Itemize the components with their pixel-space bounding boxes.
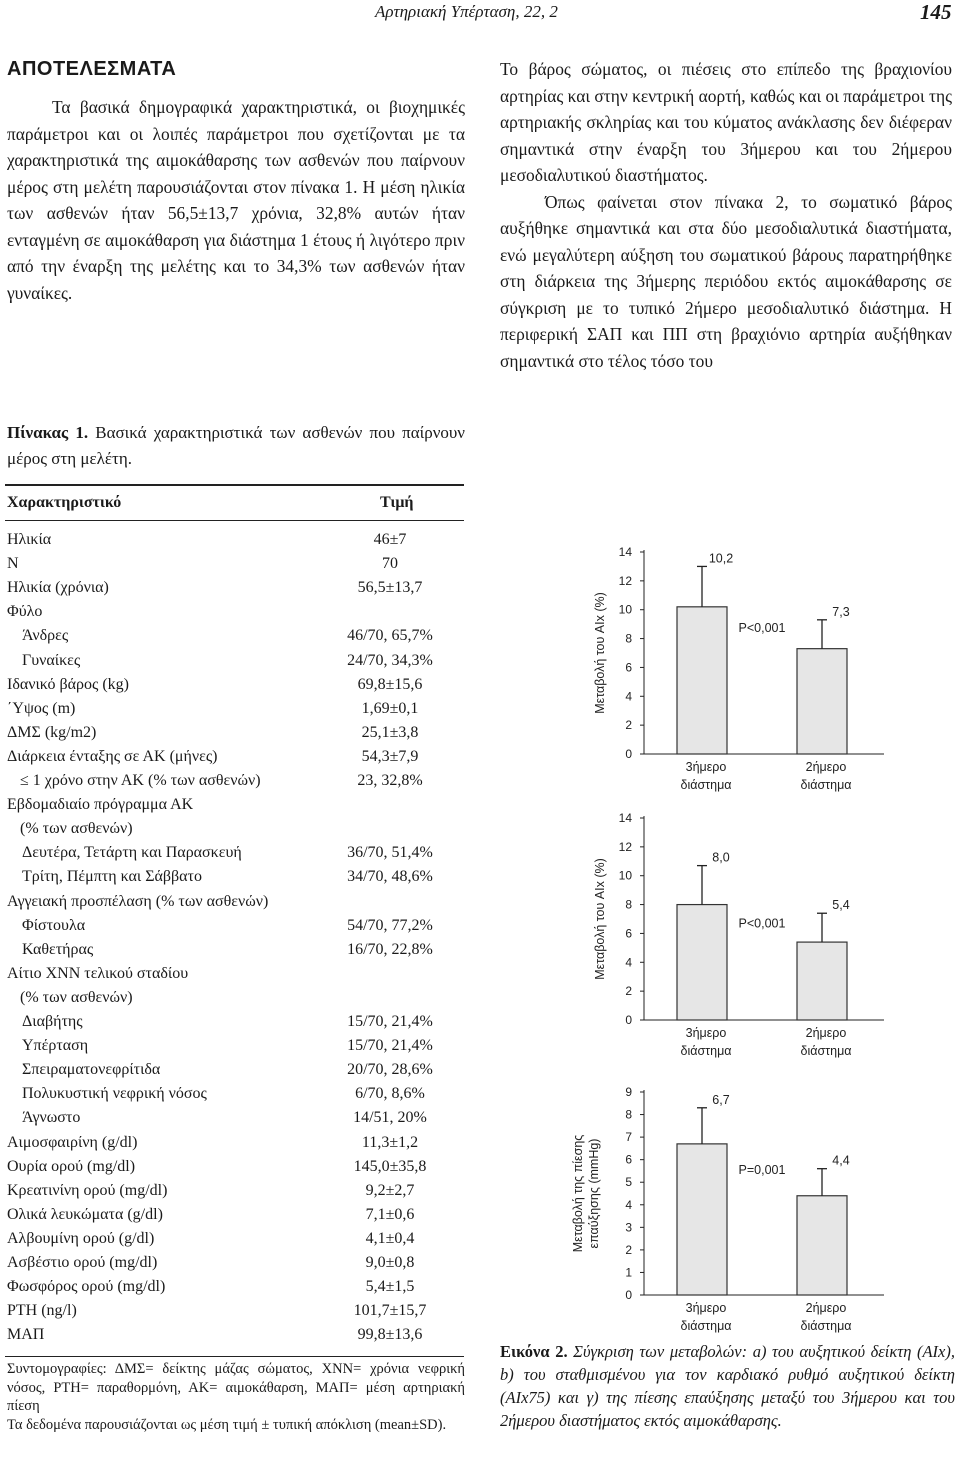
y-tick-label: 7 bbox=[625, 1130, 632, 1145]
y-tick-label: 2 bbox=[625, 984, 632, 999]
footnote-data: Τα δεδομένα παρουσιάζονται ως μέση τιμή ± τυπική απόκλιση (mean±SD). bbox=[7, 1416, 447, 1433]
table-cell-value: 23, 32,8% bbox=[357, 772, 423, 789]
table-row bbox=[0, 793, 465, 817]
table-cell-value: 15/70, 21,4% bbox=[347, 1037, 433, 1055]
table-body bbox=[0, 528, 465, 1348]
table-row bbox=[0, 1275, 465, 1299]
y-tick-label: 5 bbox=[625, 1175, 632, 1190]
y-tick-label: 8 bbox=[625, 1107, 632, 1122]
results-paragraph-right bbox=[500, 56, 952, 374]
x-tick-label: 2ήμερο bbox=[805, 1026, 847, 1040]
table-row bbox=[0, 1179, 465, 1203]
table-caption bbox=[7, 420, 465, 472]
x-tick-label: διάστημα bbox=[680, 778, 732, 792]
x-tick-label: διάστημα bbox=[800, 1044, 852, 1058]
table-cell-value: 54,3±7,9 bbox=[361, 747, 419, 765]
table-header-value: Τιμή bbox=[380, 494, 414, 511]
paragraph: Τα βασικά δημογραφικά χαρακτηριστικά, οι βιοχημικές παράμετροι και οι λοιπές παράμετροι που σχετίζονται με τα χαρακτηριστικά της αιμοκάθαρσης των ασθενών που παίρνουν μέρος στη μελέτη παρουσιάζονται στον πίνακα 1. Η μέση ηλικία των ασθενών ήταν 56,5±13,7 χρόνια, 32,8% αυτών ήταν ενταγμένη σε αιμοκάθαρση για διάστημα 1 έτους ή λιγότερο πριν από την έναρξη της μελέτης και το 34,3% των ασθενών ήταν γυναίκες. bbox=[7, 97, 465, 303]
data-label: 4,4 bbox=[832, 1153, 850, 1168]
table-cell-label: Άγνωστο bbox=[22, 1109, 81, 1127]
y-tick-label: 6 bbox=[625, 1152, 632, 1167]
table-cell-value: 25,1±3,8 bbox=[361, 723, 419, 741]
paragraph: Το βάρος σώματος, οι πιέσεις στο επίπεδο της βραχιονίου αρτηρίας και στην κεντρική αορτή, καθώς και οι παράμετροι της αρτηριακής σκληρίας και του κύματος ανάκλασης δεν διέφεραν σημαντικά στην έναρξη του 3ήμερου και του 2ήμερου μεσοδιαλυτικού διαστήματος. bbox=[500, 59, 952, 185]
table-cell-label: Φωσφόρος ορού (mg/dl) bbox=[7, 1278, 166, 1296]
table-cell-value: 34/70, 48,6% bbox=[347, 868, 433, 886]
footnote-abbreviations: Συντομογραφίες: ΔΜΣ= δείκτης μάζας σώματος, ΧΝΝ= χρόνια νεφρική νόσος, PTH= παραθορμόνη, ΑΚ= αιμοκάθαρση, ΜΑΠ= μέση αρτηριακή πίεση bbox=[7, 1361, 465, 1414]
bar bbox=[677, 905, 727, 1020]
results-paragraph-left bbox=[7, 94, 465, 306]
table-row bbox=[0, 962, 465, 986]
table-cell-label: Αιμοσφαιρίνη (g/dl) bbox=[7, 1133, 138, 1151]
p-value-label: P<0,001 bbox=[738, 916, 786, 931]
paragraph: Όπως φαίνεται στον πίνακα 2, το σωματικό βάρος αυξήθηκε σημαντικά και στα δύο μεσοδιαλυτικά διαστήματα, ενώ μεγαλύτερη αύξηση του σωματικού βάρους παρατηρήθηκε στη διάρκεια της 3ήμερης περιόδου εκτός αιμοκάθαρσης σε σύγκριση με το τυπικό 2ήμερο μεσοδιαλυτικό διάστημα. Η περιφερική ΣΑΠ και ΠΠ στη βραχιόνιο αρτηρία αυξήθηκαν σημαντικά στο τέλος τόσο του bbox=[500, 191, 952, 371]
table-cell-label: Δευτέρα, Τετάρτη και Παρασκευή bbox=[22, 844, 242, 862]
table-row bbox=[0, 1131, 465, 1155]
table-cell-label: Φίστουλα bbox=[22, 916, 86, 934]
table-cell-value: 7,1±0,6 bbox=[365, 1205, 415, 1223]
y-tick-label: 0 bbox=[625, 1288, 632, 1302]
table-cell-label: ΜΑΠ bbox=[7, 1326, 45, 1344]
table-cell-label: Διαβήτης bbox=[22, 1013, 83, 1030]
table-cell-value: 56,5±13,7 bbox=[357, 579, 423, 597]
table-cell-label: Ηλικία bbox=[7, 531, 52, 548]
table-cell-value: 99,8±13,6 bbox=[357, 1326, 423, 1344]
table-row bbox=[0, 697, 465, 721]
section-title: ΑΠΟΤΕΛΕΣΜΑΤΑ bbox=[7, 58, 177, 80]
table-cell-label: ≤ 1 χρόνο στην ΑΚ (% των ασθενών) bbox=[20, 772, 261, 789]
table-cell-label: ΔΜΣ (kg/m2) bbox=[7, 723, 97, 741]
table-cell-value: 101,7±15,7 bbox=[353, 1302, 427, 1320]
table-cell-label: PTH (ng/l) bbox=[7, 1302, 77, 1320]
table-cell-value: 36/70, 51,4% bbox=[347, 844, 433, 862]
table-cell-value: 4,1±0,4 bbox=[365, 1229, 415, 1247]
table-row bbox=[0, 1082, 465, 1106]
y-axis-label: Μεταβολή του AIx (%) bbox=[593, 592, 607, 714]
table-cell-label: (% των ασθενών) bbox=[20, 820, 133, 838]
bar bbox=[677, 607, 727, 754]
table-row bbox=[0, 528, 465, 552]
x-tick-label: διάστημα bbox=[680, 1319, 732, 1333]
y-tick-label: 4 bbox=[625, 689, 632, 704]
table-row bbox=[0, 673, 465, 697]
table-row bbox=[0, 745, 465, 769]
table-cell-value: 14/51, 20% bbox=[353, 1109, 427, 1127]
table-cell-label: Αίτιο ΧΝΝ τελικού σταδίου bbox=[7, 964, 189, 982]
y-tick-label: 12 bbox=[618, 573, 632, 588]
table-cell-value: 9,0±0,8 bbox=[365, 1254, 415, 1271]
table-cell-label: Κρεατινίνη ορού (mg/dl) bbox=[7, 1181, 168, 1199]
table-row bbox=[0, 1299, 465, 1323]
table-cell-label: Τρίτη, Πέμπτη και Σάββατο bbox=[22, 868, 202, 886]
table-cell-label: Ιδανικό βάρος (kg) bbox=[7, 675, 129, 693]
y-tick-label: 2 bbox=[625, 1242, 632, 1257]
table-row bbox=[0, 624, 465, 648]
y-tick-label: 4 bbox=[625, 1197, 632, 1212]
x-tick-label: 2ήμερο bbox=[805, 760, 847, 774]
p-value-label: P=0,001 bbox=[738, 1162, 786, 1177]
table-cell-label: Ουρία ορού (mg/dl) bbox=[7, 1157, 136, 1175]
y-tick-label: 0 bbox=[625, 747, 632, 761]
table-row bbox=[0, 576, 465, 600]
data-label: 10,2 bbox=[708, 551, 734, 566]
table-row bbox=[0, 938, 465, 962]
journal-header: Αρτηριακή Υπέρταση, 22, 2 bbox=[375, 2, 558, 21]
table-cell-label: Αλβουμίνη ορού (g/dl) bbox=[7, 1229, 155, 1247]
page-number: 145 bbox=[920, 0, 952, 24]
table-row bbox=[0, 986, 465, 1010]
y-tick-label: 6 bbox=[625, 926, 632, 941]
table-cell-value: 1,69±0,1 bbox=[361, 699, 419, 717]
y-tick-label: 6 bbox=[625, 660, 632, 675]
x-tick-label: διάστημα bbox=[800, 1319, 852, 1333]
table-row bbox=[0, 1323, 465, 1347]
table-cell-value: 11,3±1,2 bbox=[361, 1133, 419, 1151]
y-tick-label: 8 bbox=[625, 897, 632, 912]
table-cell-value: 20/70, 28,6% bbox=[347, 1061, 433, 1079]
table-row bbox=[0, 1034, 465, 1058]
x-tick-label: διάστημα bbox=[680, 1044, 732, 1058]
y-tick-label: 3 bbox=[625, 1220, 632, 1235]
table-row bbox=[0, 552, 465, 576]
x-tick-label: 2ήμερο bbox=[805, 1301, 847, 1315]
table-row bbox=[0, 1155, 465, 1179]
y-tick-label: 12 bbox=[618, 839, 632, 854]
y-tick-label: 9 bbox=[625, 1085, 632, 1099]
data-label: 5,4 bbox=[832, 898, 850, 913]
p-value-label: P<0,001 bbox=[738, 620, 786, 635]
table-cell-label: N bbox=[7, 555, 19, 573]
bar bbox=[797, 942, 847, 1020]
table-cell-value: 15/70, 21,4% bbox=[347, 1013, 433, 1030]
y-tick-label: 4 bbox=[625, 955, 632, 970]
table-bottom-rule bbox=[5, 1356, 464, 1357]
table-row bbox=[0, 600, 465, 624]
bar bbox=[677, 1144, 727, 1295]
table-cell-label: Γυναίκες bbox=[22, 651, 81, 669]
table-cell-label: (% των ασθενών) bbox=[20, 988, 133, 1006]
table-row bbox=[0, 841, 465, 865]
table-cell-value: 46±7 bbox=[373, 531, 407, 548]
figure-caption bbox=[500, 1340, 955, 1432]
table-cell-label: Αγγειακή προσπέλαση (% των ασθενών) bbox=[7, 892, 269, 910]
figure-caption-text: Σύγκριση των μεταβολών: a) του αυξητικού δείκτη (AIx), b) του σταθμισμένου για τον καρδιακό ρυθμό αυξητικού δείκτη (AIx75) και γ) της πίεσης επαύξησης μεταξύ του 3ήμερου και του 2ήμερου διαστήματος εκτός αιμοκάθαρσης. bbox=[500, 1342, 955, 1430]
table-cell-label: Φύλο bbox=[7, 603, 43, 621]
table-row bbox=[0, 890, 465, 914]
x-tick-label: 3ήμερο bbox=[685, 760, 727, 774]
figure-2-charts bbox=[560, 530, 960, 1340]
figure-caption-label: Εικόνα 2. bbox=[500, 1342, 568, 1361]
y-tick-label: 10 bbox=[618, 602, 632, 617]
bar bbox=[797, 1196, 847, 1295]
y-tick-label: 14 bbox=[618, 811, 632, 825]
table-cell-value: 70 bbox=[382, 555, 398, 573]
table-cell-label: Διάρκεια ένταξης σε ΑΚ (μήνες) bbox=[7, 747, 218, 765]
table-row bbox=[0, 721, 465, 745]
bar bbox=[797, 649, 847, 754]
data-label: 6,7 bbox=[712, 1092, 730, 1107]
table-caption-text: Βασικά χαρακτηριστικά των ασθενών που παίρνουν μέρος στη μελέτη. bbox=[7, 423, 465, 468]
table-cell-label: Πολυκυστική νεφρική νόσος bbox=[22, 1085, 207, 1103]
table-cell-value: 5,4±1,5 bbox=[365, 1278, 415, 1296]
table-row bbox=[0, 865, 465, 889]
y-axis-label: Μεταβολή του AIx (%) bbox=[593, 858, 607, 980]
y-tick-label: 10 bbox=[618, 868, 632, 883]
table-row bbox=[0, 769, 465, 793]
table-header-rule bbox=[5, 520, 464, 521]
y-axis-label: επαύξησης (mmHg) bbox=[587, 1138, 601, 1249]
table-footnote bbox=[7, 1360, 465, 1434]
y-tick-label: 1 bbox=[625, 1265, 632, 1280]
table-row bbox=[0, 649, 465, 673]
table-cell-value: 6/70, 8,6% bbox=[355, 1085, 425, 1103]
table-cell-label: Σπειραματονεφρίτιδα bbox=[22, 1061, 161, 1079]
table-cell-label: Ηλικία (χρόνια) bbox=[7, 579, 109, 597]
y-tick-label: 14 bbox=[618, 545, 632, 559]
table-cell-value: 24/70, 34,3% bbox=[347, 651, 433, 669]
table-cell-value: 9,2±2,7 bbox=[365, 1181, 415, 1199]
table-caption-label: Πίνακας 1. bbox=[7, 423, 89, 442]
x-tick-label: 3ήμερο bbox=[685, 1026, 727, 1040]
table-cell-label: Εβδομαδιαίο πρόγραμμα ΑΚ bbox=[7, 796, 194, 814]
table-row bbox=[0, 1227, 465, 1251]
table-cell-label: Ασβέστιο ορού (mg/dl) bbox=[7, 1254, 158, 1271]
table-row bbox=[0, 1058, 465, 1082]
y-axis-label: Μεταβολή της πίεσης bbox=[571, 1134, 585, 1253]
table-row bbox=[0, 817, 465, 841]
table-cell-label: ΄Υψος (m) bbox=[7, 699, 76, 717]
table-row bbox=[0, 1203, 465, 1227]
data-label: 7,3 bbox=[832, 604, 850, 619]
y-tick-label: 2 bbox=[625, 718, 632, 733]
table-row bbox=[0, 1251, 465, 1275]
table-row bbox=[0, 914, 465, 938]
table-cell-value: 16/70, 22,8% bbox=[347, 940, 433, 958]
table-header-characteristic: Χαρακτηριστικό bbox=[7, 494, 122, 511]
table-cell-label: Υπέρταση bbox=[22, 1037, 89, 1055]
data-label: 8,0 bbox=[712, 850, 730, 865]
x-tick-label: 3ήμερο bbox=[685, 1301, 727, 1315]
y-tick-label: 0 bbox=[625, 1013, 632, 1027]
table-cell-value: 54/70, 77,2% bbox=[347, 916, 433, 934]
table-cell-label: Καθετήρας bbox=[22, 940, 94, 958]
y-tick-label: 8 bbox=[625, 631, 632, 646]
x-tick-label: διάστημα bbox=[800, 778, 852, 792]
table-cell-value: 46/70, 65,7% bbox=[347, 627, 433, 645]
table-row bbox=[0, 1106, 465, 1130]
table-row bbox=[0, 1010, 465, 1034]
table-cell-value: 69,8±15,6 bbox=[357, 675, 423, 693]
table-cell-label: Άνδρες bbox=[22, 627, 69, 645]
table-cell-value: 145,0±35,8 bbox=[353, 1157, 427, 1175]
table-cell-label: Ολικά λευκώματα (g/dl) bbox=[7, 1205, 163, 1223]
table-top-rule bbox=[5, 484, 464, 486]
